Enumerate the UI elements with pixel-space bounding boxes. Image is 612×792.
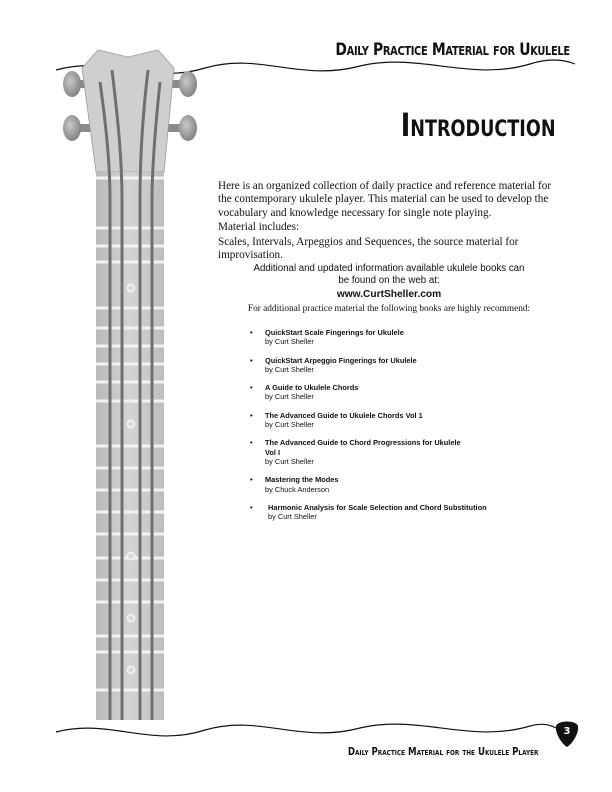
list-item xyxy=(250,355,556,375)
list-item xyxy=(250,328,556,347)
book-author: by Chuck Anderson xyxy=(265,484,330,494)
page-number: 3 xyxy=(563,726,571,737)
bullet-icon: • xyxy=(250,355,253,365)
additional-info-line-2: be found on the web at: xyxy=(338,275,440,286)
recommend-text: For additional practice material the following books are highly recommend: xyxy=(247,304,531,314)
tuning-peg-icon xyxy=(179,115,197,141)
book-author: by Curt Sheller xyxy=(268,512,317,522)
bullet-icon: • xyxy=(250,475,253,485)
intro-paragraph: Here is an organized collection of daily practice and reference material for the contemporary ukulele player. This material can be used to develop the vocabulary and knowledge necessary for single note playing. xyxy=(218,180,552,219)
website-link[interactable]: www.CurtSheller.com xyxy=(336,289,442,300)
book-title: A Guide to Ukulele Chords xyxy=(265,383,359,393)
list-item xyxy=(250,410,556,430)
page-title: Introduction xyxy=(401,106,556,144)
bullet-icon: • xyxy=(250,502,253,512)
running-footer: Daily Practice Material for the Ukulele Player xyxy=(347,746,538,758)
book-author: by Curt Sheller xyxy=(265,420,314,430)
bullet-icon: • xyxy=(250,410,253,420)
book-title: QuickStart Arpeggio Fingerings for Ukulele xyxy=(265,355,417,365)
footer-wave-line xyxy=(56,724,556,736)
book-title: The Advanced Guide to Chord Progressions for Ukulele Vol I xyxy=(265,438,461,457)
headstock xyxy=(82,50,174,172)
book-list xyxy=(250,328,556,530)
list-item xyxy=(250,383,556,402)
book-title: Mastering the Modes xyxy=(265,475,339,485)
book-author: by Curt Sheller xyxy=(265,392,314,402)
bullet-icon: • xyxy=(250,383,253,393)
material-label: Material includes: xyxy=(218,221,300,233)
list-item xyxy=(250,475,556,494)
book-title: QuickStart Scale Fingerings for Ukulele xyxy=(265,328,404,337)
book-author: by Curt Sheller xyxy=(265,337,314,347)
list-item xyxy=(250,502,556,522)
bullet-icon: • xyxy=(250,328,253,337)
book-author: by Curt Sheller xyxy=(265,456,314,466)
running-header: Daily Practice Material for Ukulele xyxy=(335,40,570,60)
tuning-peg-icon xyxy=(63,115,81,141)
list-item xyxy=(250,438,556,466)
bullet-icon: • xyxy=(250,438,253,448)
additional-info-line-1: Additional and updated information available ukulele books can xyxy=(253,263,525,274)
tuning-peg-icon xyxy=(63,71,81,97)
book-title: Harmonic Analysis for Scale Selection and Chord Substitution xyxy=(268,502,487,512)
material-list: Scales, Intervals, Arpeggios and Sequences, the source material for improvisation. xyxy=(218,236,519,262)
book-title: The Advanced Guide to Ukulele Chords Vol 1 xyxy=(265,410,423,420)
book-author: by Curt Sheller xyxy=(265,364,314,374)
tuning-peg-icon xyxy=(179,71,197,97)
